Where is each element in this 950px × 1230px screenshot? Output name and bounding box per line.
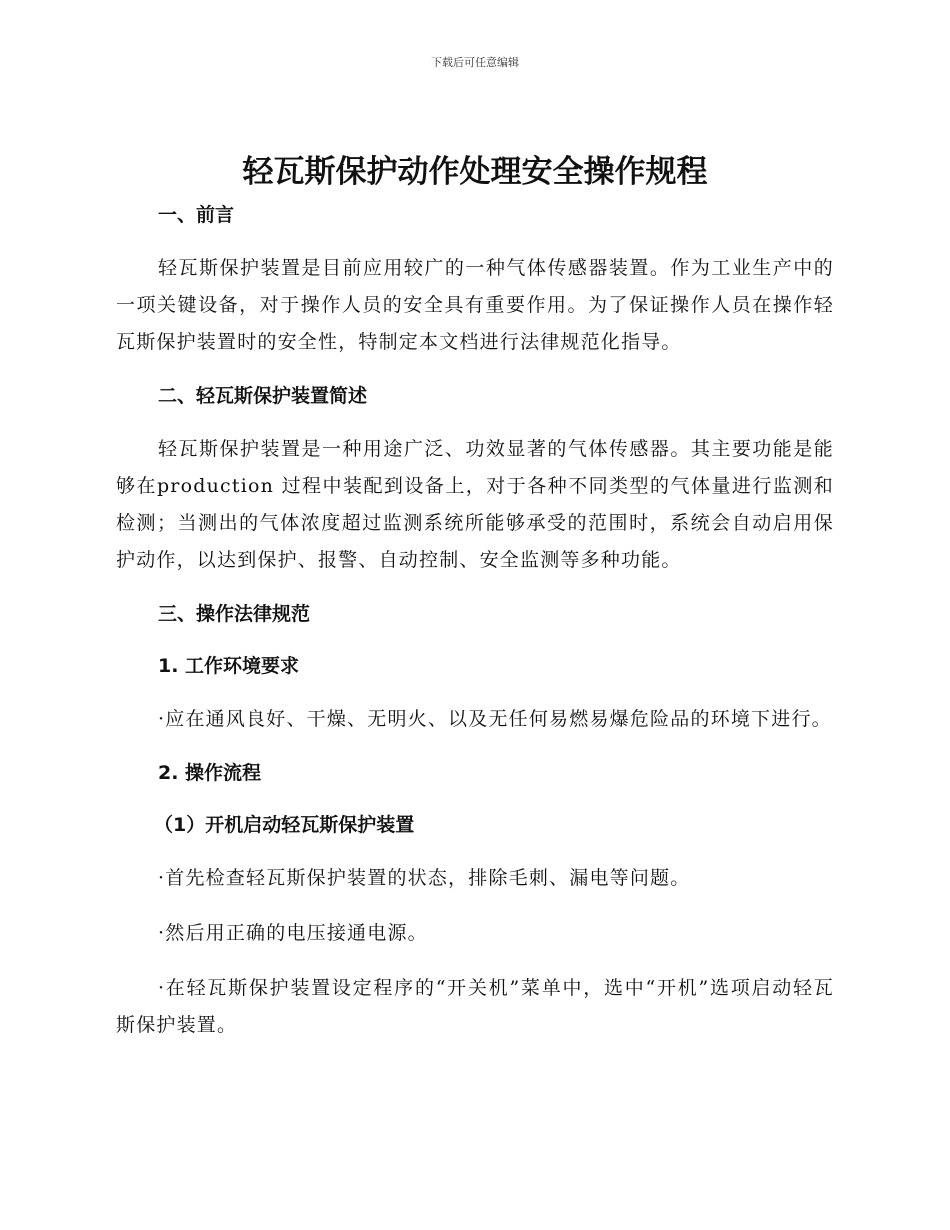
paragraph-startup-check: ·首先检查轻瓦斯保护装置的状态，排除毛刺、漏电等问题。 (158, 867, 691, 889)
paragraph-startup-menu: ·在轻瓦斯保护装置设定程序的“开关机”菜单中，选中“开机”选项启动轻瓦斯保护装置。 (116, 977, 834, 1036)
subsection-heading-procedure: 2. 操作流程 (158, 762, 262, 784)
subsection-heading-environment: 1. 工作环境要求 (158, 655, 300, 677)
section-heading-rules: 三、操作法律规范 (158, 603, 311, 625)
page-header-note: 下载后可任意编辑 (431, 56, 519, 69)
paragraph-startup-power: ·然后用正确的电压接通电源。 (158, 922, 428, 944)
section-heading-preface: 一、前言 (158, 204, 235, 226)
section-heading-overview: 二、轻瓦斯保护装置简述 (158, 385, 368, 407)
paragraph-overview: 轻瓦斯保护装置是一种用途广泛、功效显著的气体传感器。其主要功能是能够在production 过程中装配到设备上，对于各种不同类型的气体量进行监测和检测；当测出的气体浓度超过监测系统所能够承受的范围时，系统会自动启用保护动作，以达到保护、报警、自动控制、安全监测等多种功能。 (116, 438, 834, 571)
paragraph-preface: 轻瓦斯保护装置是目前应用较广的一种气体传感器装置。作为工业生产中的一项关键设备，对于操作人员的安全具有重要作用。为了保证操作人员在操作轻瓦斯保护装置时的安全性，特制定本文档进行法律规范化指导。 (116, 257, 834, 353)
paragraph-environment: ·应在通风良好、干燥、无明火、以及无任何易燃易爆危险品的环境下进行。 (158, 708, 832, 730)
document-title: 轻瓦斯保护动作处理安全操作规程 (242, 154, 708, 190)
step-heading-startup: （1）开机启动轻瓦斯保护装置 (154, 814, 415, 836)
document-body (116, 198, 834, 1044)
